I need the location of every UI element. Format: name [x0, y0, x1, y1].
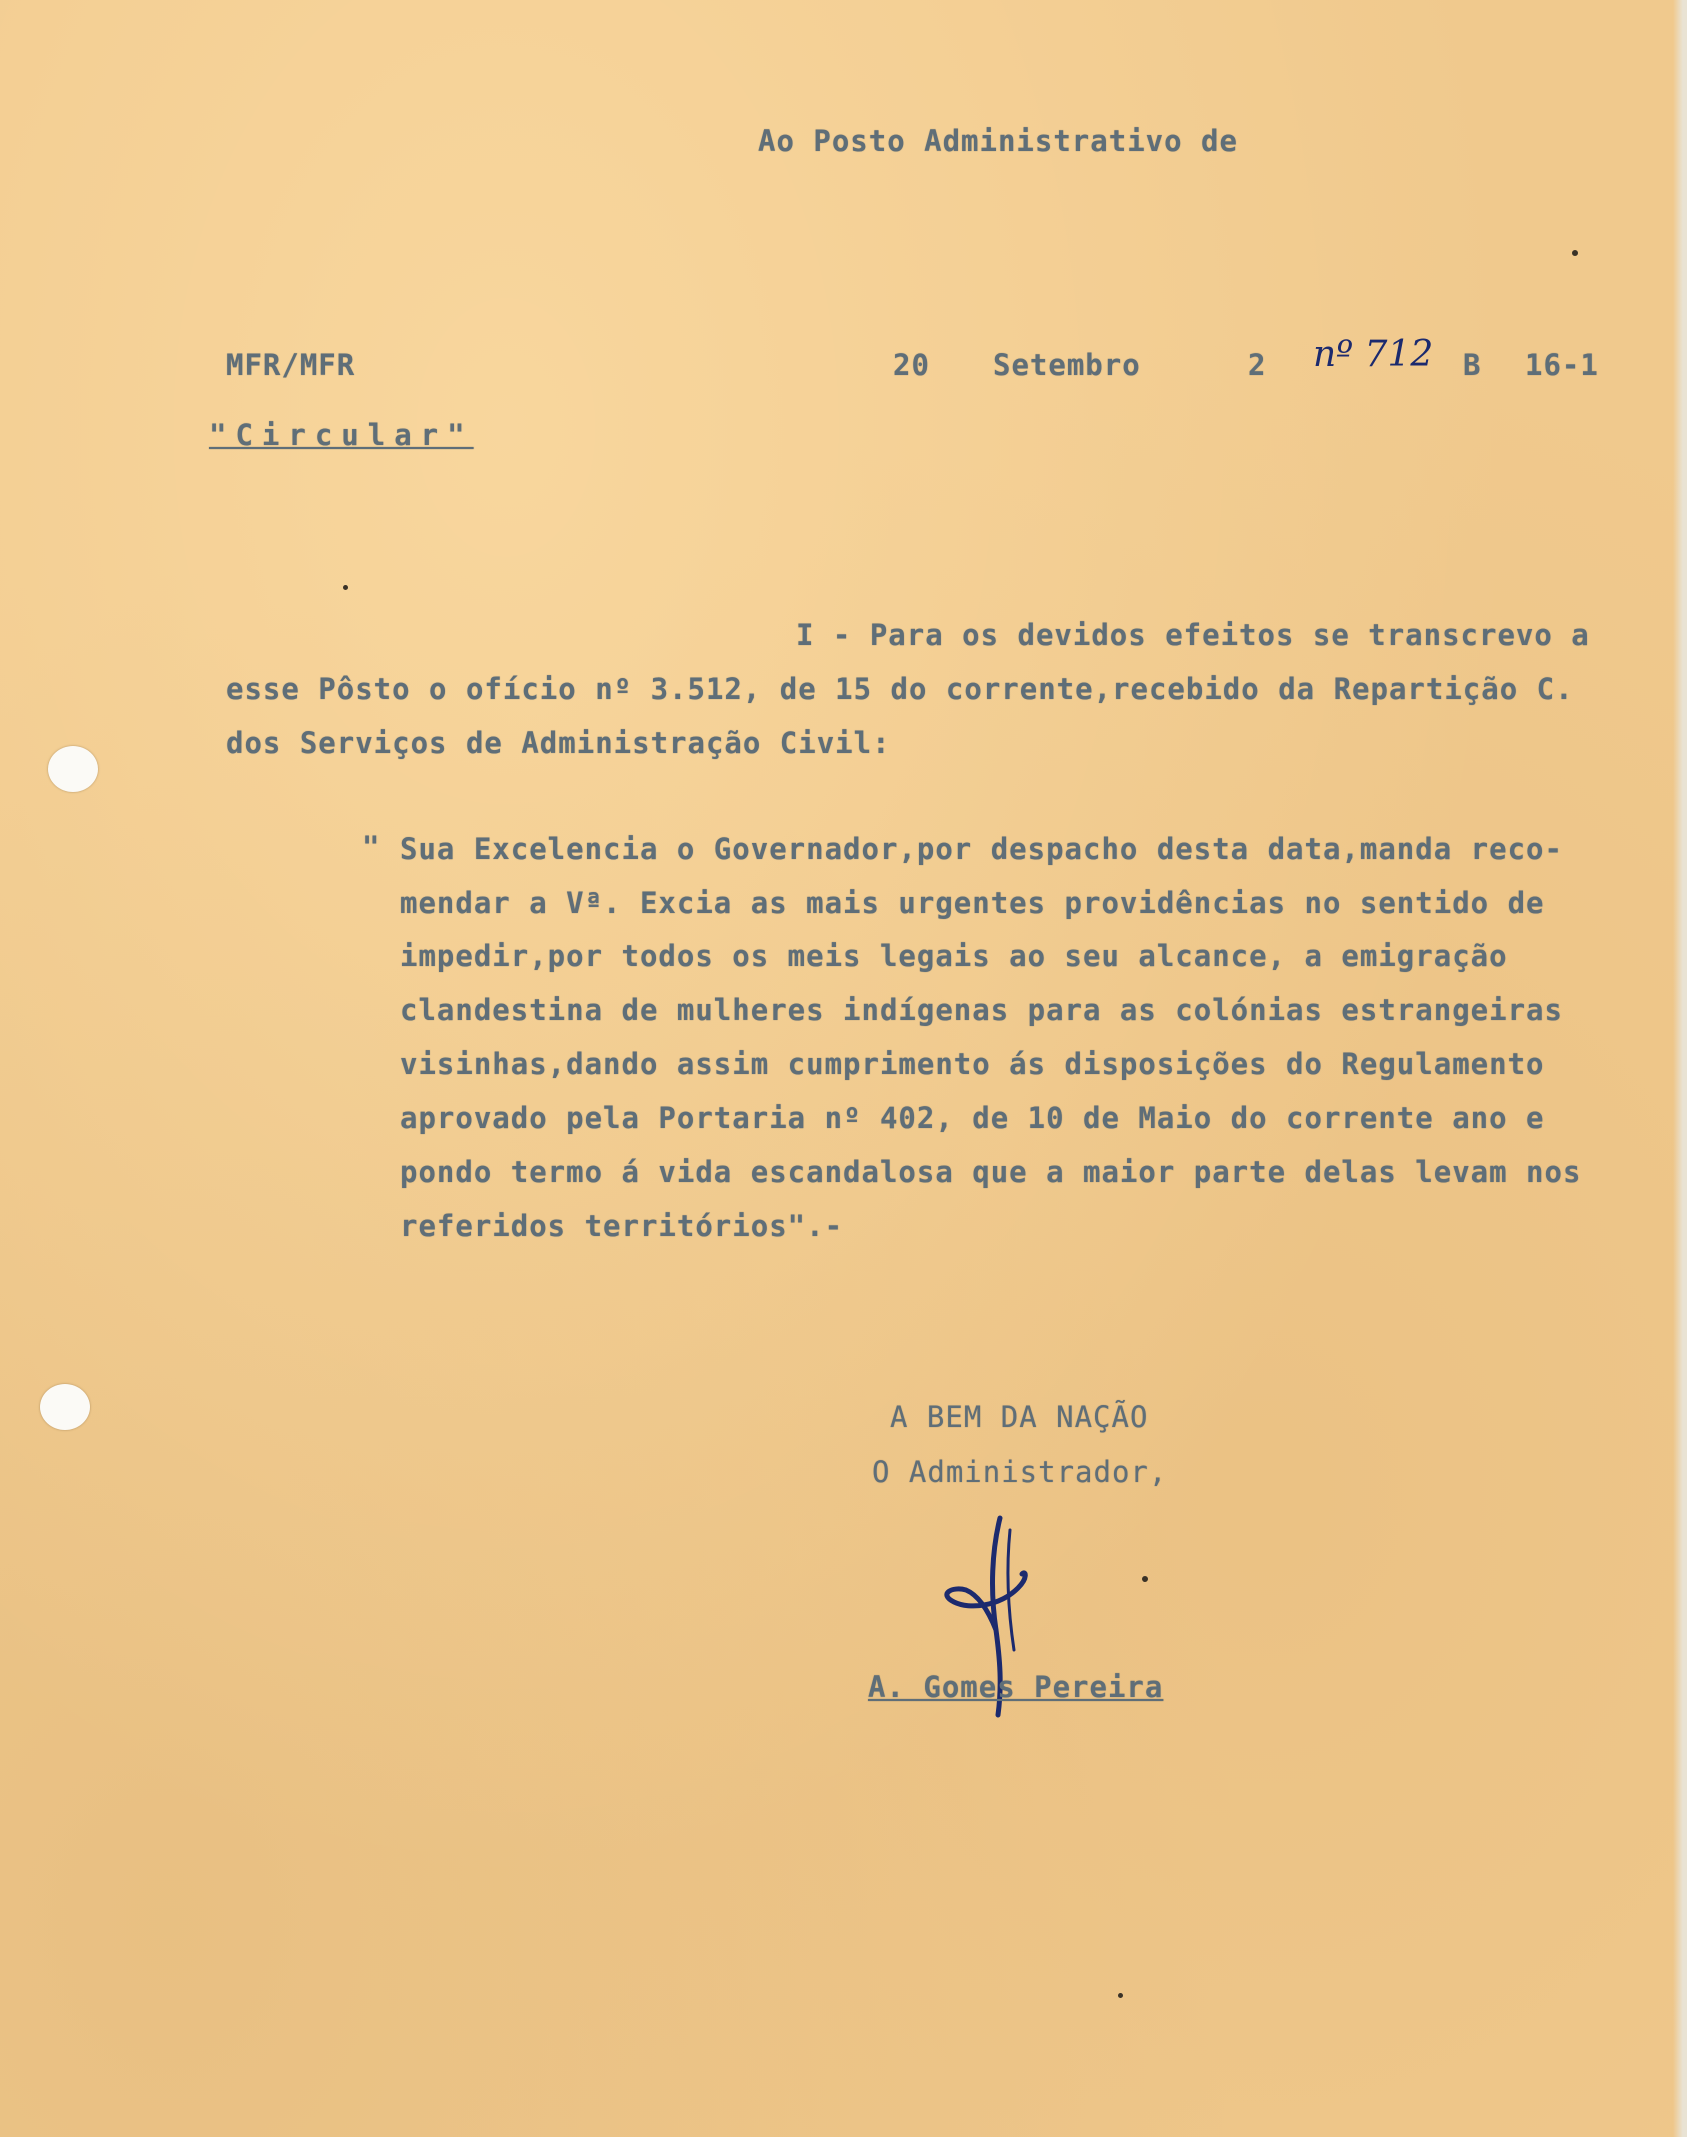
punch-hole-bottom	[40, 1384, 90, 1430]
intro-line: I - Para os devidos efeitos se transcrevo a	[796, 618, 1590, 652]
quote-line: pondo termo á vida escandalosa que a maior parte delas levam nos	[400, 1155, 1582, 1189]
quote-line: mendar a Vª. Excia as mais urgentes providências no sentido de	[400, 886, 1545, 920]
quote-line: referidos territórios".-	[400, 1209, 844, 1243]
intro-line: dos Serviços de Administração Civil:	[226, 726, 891, 760]
punch-hole-top	[48, 746, 98, 792]
date-month: Setembro	[993, 348, 1141, 382]
date-day: 20	[893, 348, 930, 382]
ink-speck	[343, 585, 348, 590]
closing-line: A BEM DA NAÇÃO	[890, 1400, 1149, 1434]
file-series: B	[1463, 348, 1482, 382]
circular-heading: "Circular"	[209, 418, 474, 452]
file-code: 16-1	[1525, 348, 1599, 382]
quote-line: clandestina de mulheres indígenas para as colónias estrangeiras	[400, 993, 1563, 1027]
quote-line: Sua Excelencia o Governador,por despacho desta data,manda reco-	[400, 832, 1563, 866]
quote-line: impedir,por todos os meis legais ao seu alcance, a emigração	[400, 939, 1508, 973]
intro-line: esse Pôsto o ofício nº 3.512, de 15 do corrente,recebido da Repartição C.	[226, 672, 1574, 706]
ink-speck	[1118, 1993, 1123, 1998]
ink-speck	[1572, 250, 1578, 256]
quote-line: visinhas,dando assim cumprimento ás disposições do Regulamento	[400, 1047, 1545, 1081]
reference-code: MFR/MFR	[226, 348, 356, 382]
quote-mark: "	[362, 830, 381, 864]
number-prefix: 2	[1248, 348, 1267, 382]
ink-speck	[1142, 1576, 1148, 1582]
signer-title: O Administrador,	[872, 1455, 1168, 1489]
handwritten-number: nº 712	[1313, 334, 1434, 375]
quote-line: aprovado pela Portaria nº 402, de 10 de Maio do corrente ano e	[400, 1101, 1545, 1135]
paper-edge	[1673, 0, 1687, 2137]
signer-name: A. Gomes Pereira	[868, 1670, 1164, 1704]
addressee-line: Ao Posto Administrativo de	[758, 124, 1238, 158]
